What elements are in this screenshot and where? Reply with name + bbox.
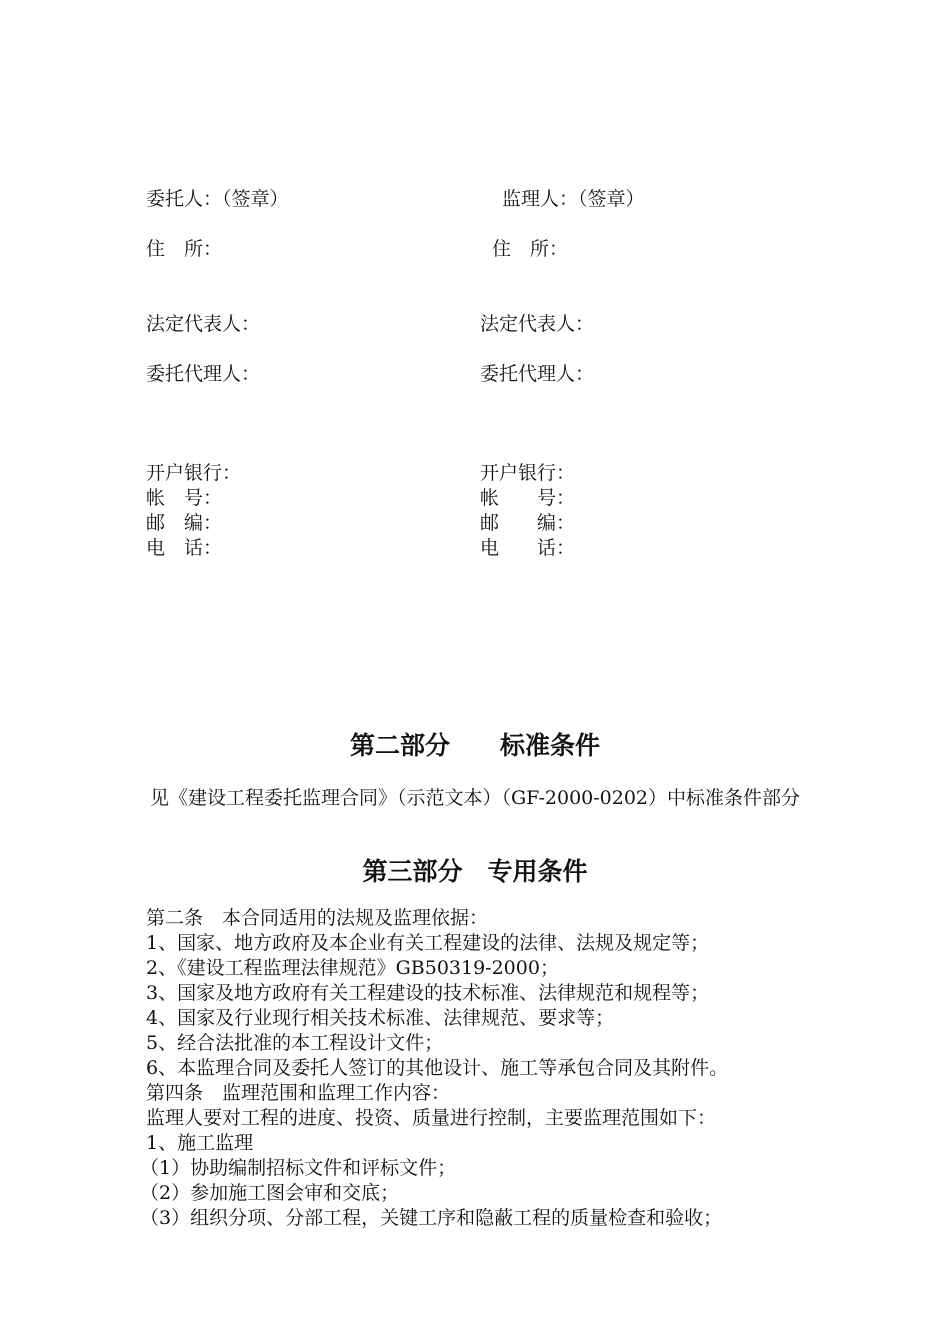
clause-line: 6、本监理合同及委托人签订的其他设计、施工等承包合同及其附件。 (146, 1057, 729, 1079)
client-bank-label: 开户银行： (146, 462, 242, 484)
supervisor-postcode-label: 邮 编： (480, 512, 576, 534)
supervisor-account-label: 帐 号： (480, 487, 576, 509)
clause-line: 4、国家及行业现行相关技术标准、法律规范、要求等； (146, 1007, 615, 1029)
clause-line: 第二条 本合同适用的法规及监理依据： (146, 907, 489, 929)
supervisor-legal-rep-label: 法定代表人： (480, 313, 595, 335)
client-address-label: 住 所： (146, 238, 223, 260)
supervisor-bank-label: 开户银行： (480, 462, 576, 484)
part3-body (140, 906, 846, 1231)
client-signature-label: 委托人：（签章） (146, 188, 289, 210)
clause-line: 2、《建设工程监理法律规范》GB50319-2000； (146, 957, 559, 979)
clause-line: 1、国家、地方政府及本企业有关工程建设的法律、法规及规定等； (146, 932, 710, 954)
supervisor-agent-label: 委托代理人： (480, 363, 595, 385)
clause-line: 监理人要对工程的进度、投资、质量进行控制，主要监理范围如下： (146, 1107, 717, 1129)
part3-title: 第三部分 专用条件 (362, 857, 588, 886)
part2-title: 第二部分 标准条件 (349, 731, 600, 760)
clause-line: （1）协助编制招标文件和评标文件； (140, 1157, 457, 1179)
client-postcode-label: 邮 编： (146, 512, 223, 534)
client-legal-rep-label: 法定代表人： (146, 313, 261, 335)
supervisor-address-label: 住 所： (492, 238, 569, 260)
client-agent-label: 委托代理人： (146, 363, 261, 385)
clause-line: 3、国家及地方政府有关工程建设的技术标准、法律规范和规程等； (146, 982, 710, 1004)
clause-line: （3）组织分项、分部工程，关键工序和隐蔽工程的质量检查和验收； (140, 1207, 723, 1229)
part2-reference: 见《建设工程委托监理合同》（示范文本）（GF-2000-0202）中标准条件部分 (149, 787, 801, 809)
client-phone-label: 电 话： (146, 537, 223, 559)
clause-line: 5、经合法批准的本工程设计文件； (146, 1032, 444, 1054)
supervisor-signature-label: 监理人：（签章） (502, 188, 645, 210)
supervisor-phone-label: 电 话： (480, 537, 576, 559)
clause-line: （2）参加施工图会审和交底； (140, 1182, 400, 1204)
clause-line: 1、施工监理 (146, 1132, 254, 1154)
client-account-label: 帐 号： (146, 487, 223, 509)
clause-line: 第四条 监理范围和监理工作内容： (146, 1082, 451, 1104)
